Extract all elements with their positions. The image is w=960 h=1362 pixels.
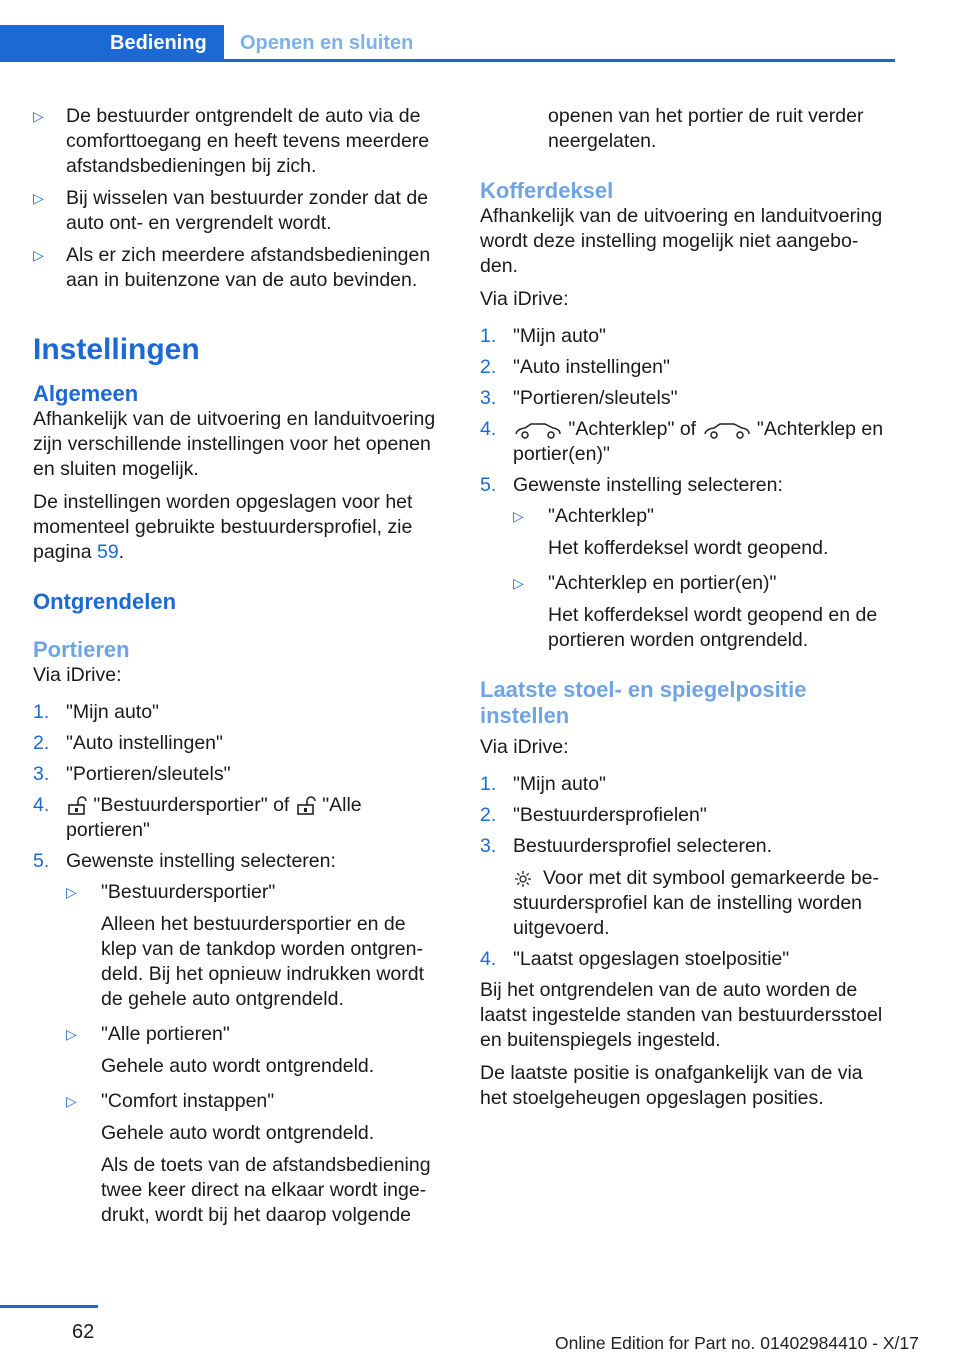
paragraph: Afhankelijk van de uitvoering en landuitvoering zijn verschillende instellingen voor het openen en sluiten mogelijk. [33, 408, 436, 480]
list-item: 3. Bestuurdersprofiel selecteren. Voor met dit symbool gemarkeerde be‐stuurdersprofiel kan de instelling worden uitgevoerd. [480, 835, 879, 939]
triangle-bullet-icon: ▷ [33, 190, 44, 206]
footer-rule [0, 1305, 98, 1308]
list-item: ▷ "Bestuurdersportier" Alleen het bestuurdersportier en de klep van de tankdop worden ontgren‐deld. Bij het opnieuw indrukken wordt de gehele auto ontgrendeld. [66, 881, 425, 1010]
list-item: ▷ Bij wisselen van bestuurder zonder dat de auto ont- en vergrendelt wordt. [33, 187, 429, 234]
paragraph: Via iDrive: [33, 664, 122, 686]
section-title: Instellingen [33, 333, 200, 366]
list-item: 2. "Auto instellingen" [33, 732, 223, 754]
edition-note: Online Edition for Part no. 01402984410 - X/17 [555, 1333, 919, 1353]
triangle-bullet-icon: ▷ [66, 884, 77, 900]
list-item: ▷ "Achterklep en portier(en)" Het kofferdeksel wordt geopend en de portieren worden ontgrendeld. [513, 572, 878, 651]
list-item: 3. "Portieren/sleutels" [480, 387, 678, 409]
paragraph: openen van het portier de ruit verder neergelaten. [548, 105, 864, 152]
car-trunk-icon [513, 420, 563, 440]
list-item: 1. "Mijn auto" [480, 325, 606, 347]
triangle-bullet-icon: ▷ [513, 575, 524, 591]
page-header [0, 25, 895, 62]
left-column [33, 104, 443, 1235]
list-item: 5. Gewenste instelling selecteren: [33, 850, 336, 872]
list-item: ▷ De bestuurder ontgrendelt de auto via de comforttoegang en heeft tevens meerdere afstandsbedieningen bij zich. [33, 105, 430, 177]
heading-portieren: Portieren [33, 637, 130, 662]
gear-icon [513, 869, 533, 889]
triangle-bullet-icon: ▷ [513, 508, 524, 524]
section-tab-active-label: Bediening [110, 32, 207, 54]
paragraph: Via iDrive: [480, 736, 569, 758]
header-rule [224, 59, 895, 62]
list-item: ▷ Als er zich meerdere afstandsbedieningen aan in buitenzone van de auto bevinden. [33, 244, 431, 291]
heading-ontgrendelen: Ontgrendelen [33, 589, 177, 614]
list-item: ▷ "Comfort instappen" Gehele auto wordt ontgrendeld. Als de toets van de afstandsbediening twee keer direct na elkaar wordt inge‐drukt, wordt bij het daarop volgende [66, 1090, 431, 1226]
list-item: 2. "Auto instellingen" [480, 356, 670, 378]
list-item: ▷ "Achterklep" Het kofferdeksel wordt geopend. [513, 505, 829, 559]
heading-laatste-stoel: Laatste stoel- en spiegelpositie instellen [480, 677, 807, 728]
triangle-bullet-icon: ▷ [66, 1026, 77, 1042]
section-tab-inactive: Openen en sluiten [240, 32, 414, 54]
triangle-bullet-icon: ▷ [66, 1093, 77, 1109]
heading-kofferdeksel: Kofferdeksel [480, 178, 614, 203]
unlock-icon [66, 796, 88, 816]
unlock-icon [295, 796, 317, 816]
paragraph: Bij het ontgrendelen van de auto worden de laatst ingestelde standen van bestuurdersstoel en buitenspiegels ingesteld. [480, 979, 883, 1051]
list-item: 4. "Bestuurdersportier" of "Alle portieren" [33, 794, 362, 841]
section-tab-active [0, 25, 224, 62]
heading-algemeen: Algemeen [33, 381, 139, 406]
page-link[interactable]: 59 [96, 541, 119, 563]
paragraph: Afhankelijk van de uitvoering en landuitvoering wordt deze instelling mogelijk niet aangebo‐den. [480, 205, 883, 277]
list-item: 1. "Mijn auto" [480, 773, 606, 795]
right-column [480, 104, 895, 1111]
paragraph: De laatste positie is onafgankelijk van de via het stoelgeheugen opgeslagen posities. [480, 1062, 863, 1109]
triangle-bullet-icon: ▷ [33, 108, 44, 124]
list-item: ▷ "Alle portieren" Gehele auto wordt ontgrendeld. [66, 1023, 375, 1077]
list-item: 3. "Portieren/sleutels" [33, 763, 231, 785]
list-item: 4. "Laatst opgeslagen stoelpositie" [480, 948, 790, 970]
list-item: 5. Gewenste instelling selecteren: [480, 474, 783, 496]
car-trunk-icon [702, 420, 752, 440]
paragraph: Via iDrive: [480, 288, 569, 310]
page-number: 62 [72, 1321, 95, 1343]
list-item: 4. "Achterklep" of "Achterklep en portier(en)" [480, 418, 884, 465]
triangle-bullet-icon: ▷ [33, 247, 44, 263]
list-item: 2. "Bestuurdersprofielen" [480, 804, 707, 826]
list-item: 1. "Mijn auto" [33, 701, 159, 723]
paragraph: De instellingen worden opgeslagen voor het momenteel gebruikte bestuurdersprofiel, zie pagina 59. [33, 491, 413, 563]
